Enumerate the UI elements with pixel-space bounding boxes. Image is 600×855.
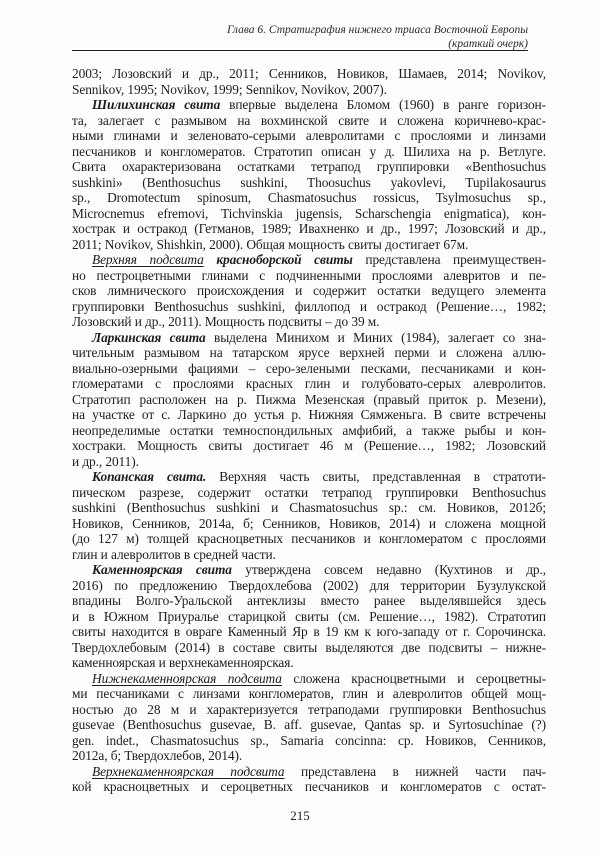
paragraph	[72, 764, 546, 795]
text-segment: группировки Benthosuchus sushkini, филлопод и остракод (Решение…, 1982;	[72, 298, 546, 314]
text-line	[72, 702, 546, 718]
text-segment: впадины Волго-Уральской антеклизы вместо ранее выделявшейся здесь	[72, 593, 546, 608]
text-line	[72, 640, 546, 656]
text-segment: сложена красноцветными и сероцветны-	[281, 670, 547, 686]
text-segment: 2011; Novikov, Shishkin, 2000). Общая мощность свиты достигает 67м.	[72, 236, 469, 252]
text-line	[72, 237, 546, 253]
text-line	[72, 423, 546, 439]
text-segment: 2003; Лозовский и др., 2011; Сенников, Новиков, Шамаев, 2014; Novikov,	[72, 66, 546, 81]
paragraph	[72, 66, 546, 97]
text-line	[72, 361, 546, 377]
paragraph	[72, 252, 546, 330]
text-segment: выделена Минихом и Миних (1984), залегает со зна-	[205, 329, 546, 345]
header-rule	[72, 50, 528, 51]
paragraph	[72, 562, 546, 671]
text-segment: Sennikov, 1995; Novikov, 1999; Sennikov, Novikov, 2007).	[72, 81, 387, 97]
text-line	[72, 113, 546, 129]
text-line	[72, 454, 546, 470]
text-line	[72, 252, 546, 268]
text-line	[72, 330, 546, 346]
text-segment: ми песчаниками с линзами конгломератов, глин и алевролитов общей мощ-	[72, 686, 546, 701]
text-line	[72, 671, 546, 687]
page-body	[72, 66, 546, 795]
text-segment: sushkini (Benthosuchus sushkini и Chasmatosuchus sp.: см. Новиков, 2012б;	[72, 500, 546, 515]
text-segment: свиты находится в овраге Каменный Яр в 19 км к юго-западу от г. Сорочинска.	[72, 624, 546, 639]
page-number: 215	[290, 808, 310, 823]
text-line	[72, 221, 546, 237]
text-line	[72, 686, 546, 702]
page-footer	[0, 808, 600, 824]
text-segment: Лозовский и др., 2011). Мощность подсвиты – до 39 м.	[72, 314, 380, 329]
text-line	[72, 531, 546, 547]
text-segment: представлена в нижней части пач-	[284, 763, 546, 779]
text-segment: и др., 2011).	[72, 453, 139, 469]
text-line	[72, 283, 546, 299]
text-line	[72, 190, 546, 206]
text-segment: хостраки. Мощность свиты достигает 46 м (Решение…, 1982; Лозовский	[72, 438, 546, 453]
unit-name-bold-italic: Каменноярская свита	[92, 562, 232, 577]
text-line	[72, 97, 546, 113]
text-segment: хострак и остракод (Гетманов, 1989; Ивахненко и др., 1997; Лозовский и др.,	[72, 221, 546, 236]
text-line	[72, 562, 546, 578]
text-line	[72, 733, 546, 749]
text-segment: пическом разрезе, содержит остатки тетрапод группировки Benthosuchus	[72, 484, 546, 500]
unit-name-bold-italic: красноборской свиты	[203, 252, 353, 267]
text-segment: сков лимнического происхождения и содержит остатки ведущего элемента	[72, 283, 546, 298]
text-segment: Свита охарактеризована остатками тетрапод группировки «Benthosuchus	[72, 159, 546, 174]
text-segment: ными глинами и зеленовато-серыми алевролитами с прослоями и линзами	[72, 128, 546, 143]
text-segment: но пестроцветными глинами с подчиненными прослоями алевритов и пе-	[72, 267, 546, 283]
text-line	[72, 128, 546, 144]
text-segment: на участке от с. Ларкино до устья р. Нижняя Сямженьга. В свите встречены	[72, 407, 546, 422]
paragraph	[72, 671, 546, 764]
text-segment: представлена преимуществен-	[352, 252, 546, 267]
text-line	[72, 66, 546, 82]
text-segment: и в Южном Приуралье старицкой свиты (см. Решение…, 1982). Стратотип	[72, 608, 546, 624]
text-line	[72, 299, 546, 315]
unit-name-bold-italic: Ларкинская свита	[92, 329, 206, 345]
running-head-line2: (краткий очерк)	[448, 37, 528, 50]
text-line	[72, 438, 546, 454]
text-segment: Верхняя часть свиты, представленная в стратоти-	[206, 469, 546, 484]
text-segment: та, залегает с размывом на вохминской свите и сложена коричнево-крас-	[72, 112, 546, 128]
text-line	[72, 500, 546, 516]
text-line	[72, 392, 546, 408]
text-line	[72, 485, 546, 501]
text-line	[72, 516, 546, 532]
text-segment: gen. indet., Chasmatosuchus sp., Samaria concinna: ср. Новиков, Сенников,	[72, 732, 546, 748]
unit-name-underlined-italic: Верхнекаменноярская подсвита	[92, 763, 285, 779]
text-segment: Твердохлебовым (2014) в составе свиты выделяются две подсвиты – нижне-	[72, 639, 546, 655]
text-line	[72, 82, 546, 98]
text-line	[72, 717, 546, 733]
unit-name-underlined-italic: Нижнекаменноярская подсвита	[92, 670, 282, 686]
text-line	[72, 469, 546, 485]
paragraph	[72, 97, 546, 252]
text-line	[72, 206, 546, 222]
text-line	[72, 314, 546, 330]
text-line	[72, 345, 546, 361]
text-segment: неопределимые остатки темноспондильных амфибий, а также рыбы и кон-	[72, 422, 546, 438]
unit-name-bold-italic: Копанская свита.	[92, 469, 207, 484]
text-line	[72, 268, 546, 284]
text-line	[72, 159, 546, 175]
text-segment: (до 127 м) толщей красноцветных песчаников и конгломератом с прослоями	[72, 531, 546, 546]
text-segment: кой красноцветных и сероцветных песчаников и конгломератов с остат-	[72, 779, 546, 794]
text-line	[72, 655, 546, 671]
text-segment: гломератами с прослоями красных глин и голубовато-серых алевролитов.	[72, 376, 546, 391]
text-segment: виально-озерными фациями – серо-зелеными песками, песчаниками и кон-	[72, 360, 546, 376]
text-line	[72, 609, 546, 625]
running-head-line1: Глава 6. Стратиграфия нижнего триаса Восточной Европы	[226, 24, 528, 36]
running-head	[72, 24, 528, 51]
text-segment: глин и алевролитов в средней части.	[72, 546, 276, 562]
text-line	[72, 779, 546, 795]
text-segment: песчаников и конгломератов. Стратотип описан у д. Шилиха на р. Ветлуге.	[72, 143, 546, 159]
text-segment: 2012а, б; Твердохлебов, 2014).	[72, 748, 243, 763]
paragraph	[72, 330, 546, 470]
text-segment: sp., Dromotectum spinosum, Chasmatosuchus rossicus, Tsylmosuchus sp.,	[72, 190, 546, 205]
text-segment: ностью до 28 м и характеризуется тетраподами группировки Benthosuchus	[72, 701, 546, 717]
text-line	[72, 175, 546, 191]
text-segment: Microcnemus efremovi, Tichvinskia jugensis, Scharschengia enigmatica), кон-	[72, 205, 546, 221]
text-segment: впервые выделена Бломом (1960) в ранге горизон-	[220, 97, 546, 112]
paragraph	[72, 469, 546, 562]
text-line	[72, 144, 546, 160]
unit-name-underlined-italic: Верхняя подсвита	[92, 252, 204, 267]
text-line	[72, 764, 546, 780]
text-line	[72, 748, 546, 764]
text-line	[72, 407, 546, 423]
text-segment: чительным размывом на татарском ярусе верхней перми и сложена аллю-	[72, 345, 546, 360]
text-segment: утверждена совсем недавно (Кухтинов и др.,	[231, 562, 546, 577]
text-line	[72, 547, 546, 563]
text-segment: sushkini» (Benthosuchus sushkini, Thoosuchus yakovlevi, Tupilakosaurus	[72, 174, 546, 190]
text-segment: gusevae (Benthosuchus gusevae, B. aff. gusevae, Qantas sp. и Syrtosuchinae (?)	[72, 717, 546, 732]
text-line	[72, 376, 546, 392]
text-segment: 2016) по предложению Твердохлебова (2002) для территории Бузулукской	[72, 577, 546, 593]
unit-name-bold-italic: Шилихинская свита	[92, 97, 221, 112]
text-segment: Стратотип расположен на р. Пижма Мезенская (правый приток р. Мезени),	[72, 391, 546, 407]
text-line	[72, 624, 546, 640]
text-segment: Новиков, Сенников, 2014а, б; Сенников, Новиков, 2014) и сложена мощной	[72, 515, 546, 531]
text-line	[72, 593, 546, 609]
text-line	[72, 578, 546, 594]
text-segment: каменноярская и верхнекаменноярская.	[72, 655, 294, 670]
